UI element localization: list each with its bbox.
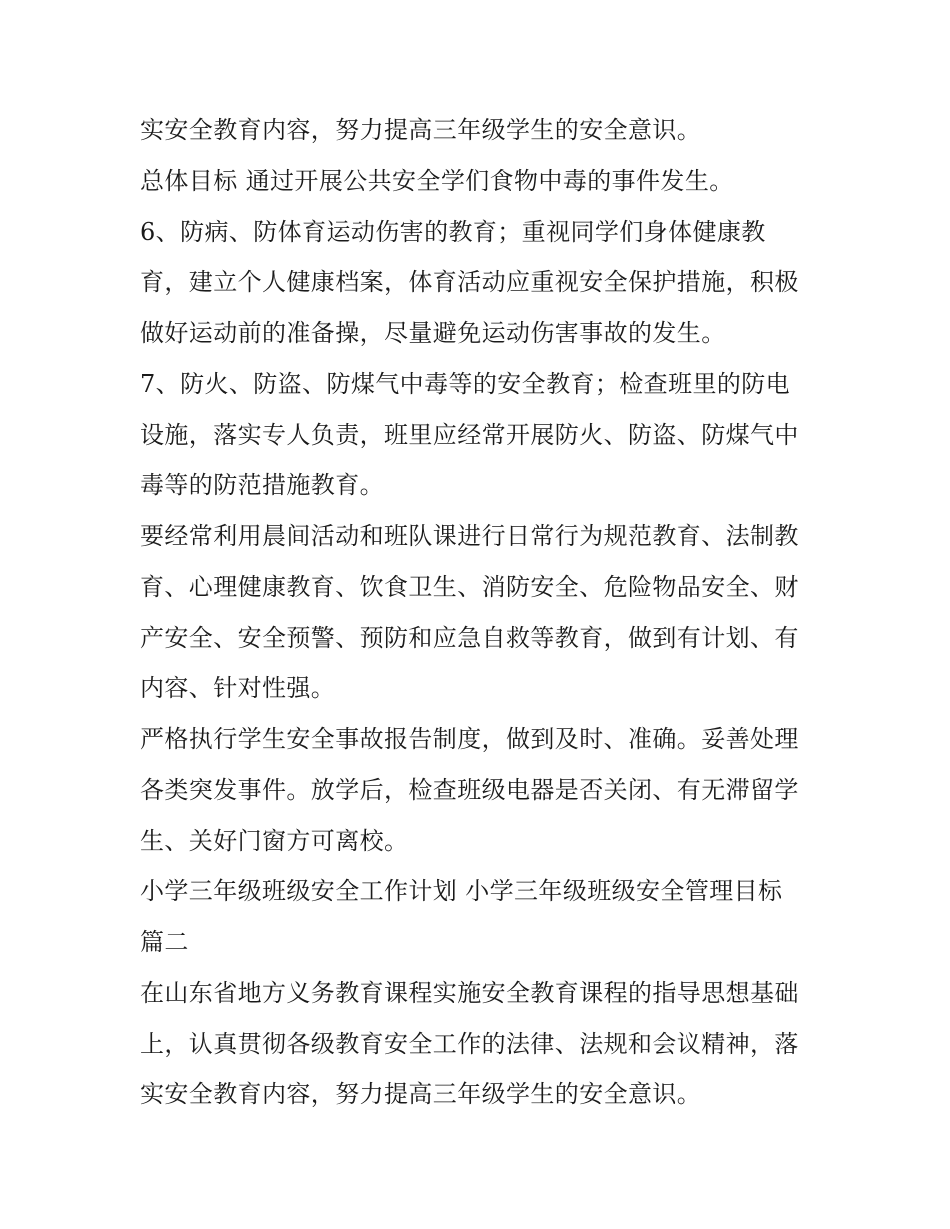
text-line: 6、防病、防体育运动伤害的教育；重视同学们身体健康教 — [140, 218, 766, 246]
text-line: 要经常利用晨间活动和班队课进行日常行为规范教育、法制教 — [140, 522, 799, 550]
text-line: 育，建立个人健康档案，体育活动应重视安全保护措施，积极 — [140, 268, 799, 296]
text-line: 小学三年级班级安全工作计划 小学三年级班级安全管理目标 — [140, 877, 783, 905]
text-line: 上，认真贯彻各级教育安全工作的法律、法规和会议精神，落 — [140, 1030, 799, 1058]
text-line: 各类突发事件。放学后，检查班级电器是否关闭、有无滞留学 — [140, 776, 799, 804]
text-line: 实安全教育内容，努力提高三年级学生的安全意识。 — [140, 1080, 702, 1108]
text-line: 生、关好门窗方可离校。 — [140, 827, 409, 855]
text-line: 产安全、安全预警、预防和应急自救等教育，做到有计划、有 — [140, 624, 799, 652]
text-line: 总体目标 通过开展公共安全学们食物中毒的事件发生。 — [140, 167, 734, 195]
text-line: 实安全教育内容，努力提高三年级学生的安全意识。 — [140, 116, 702, 144]
text-line: 篇二 — [140, 928, 189, 956]
text-line: 内容、针对性强。 — [140, 674, 336, 702]
text-line: 做好运动前的准备操，尽量避免运动伤害事故的发生。 — [140, 319, 726, 347]
text-line: 严格执行学生安全事故报告制度，做到及时、准确。妥善处理 — [140, 725, 799, 753]
text-line: 在山东省地方义务教育课程实施安全教育课程的指导思想基础 — [140, 979, 799, 1007]
text-line: 设施，落实专人负责，班里应经常开展防火、防盗、防煤气中 — [140, 421, 799, 449]
text-line: 育、心理健康教育、饮食卫生、消防安全、危险物品安全、财 — [140, 573, 799, 601]
text-line: 7、防火、防盗、防煤气中毒等的安全教育；检查班里的防电 — [140, 370, 791, 398]
text-line: 毒等的防范措施教育。 — [140, 471, 384, 499]
